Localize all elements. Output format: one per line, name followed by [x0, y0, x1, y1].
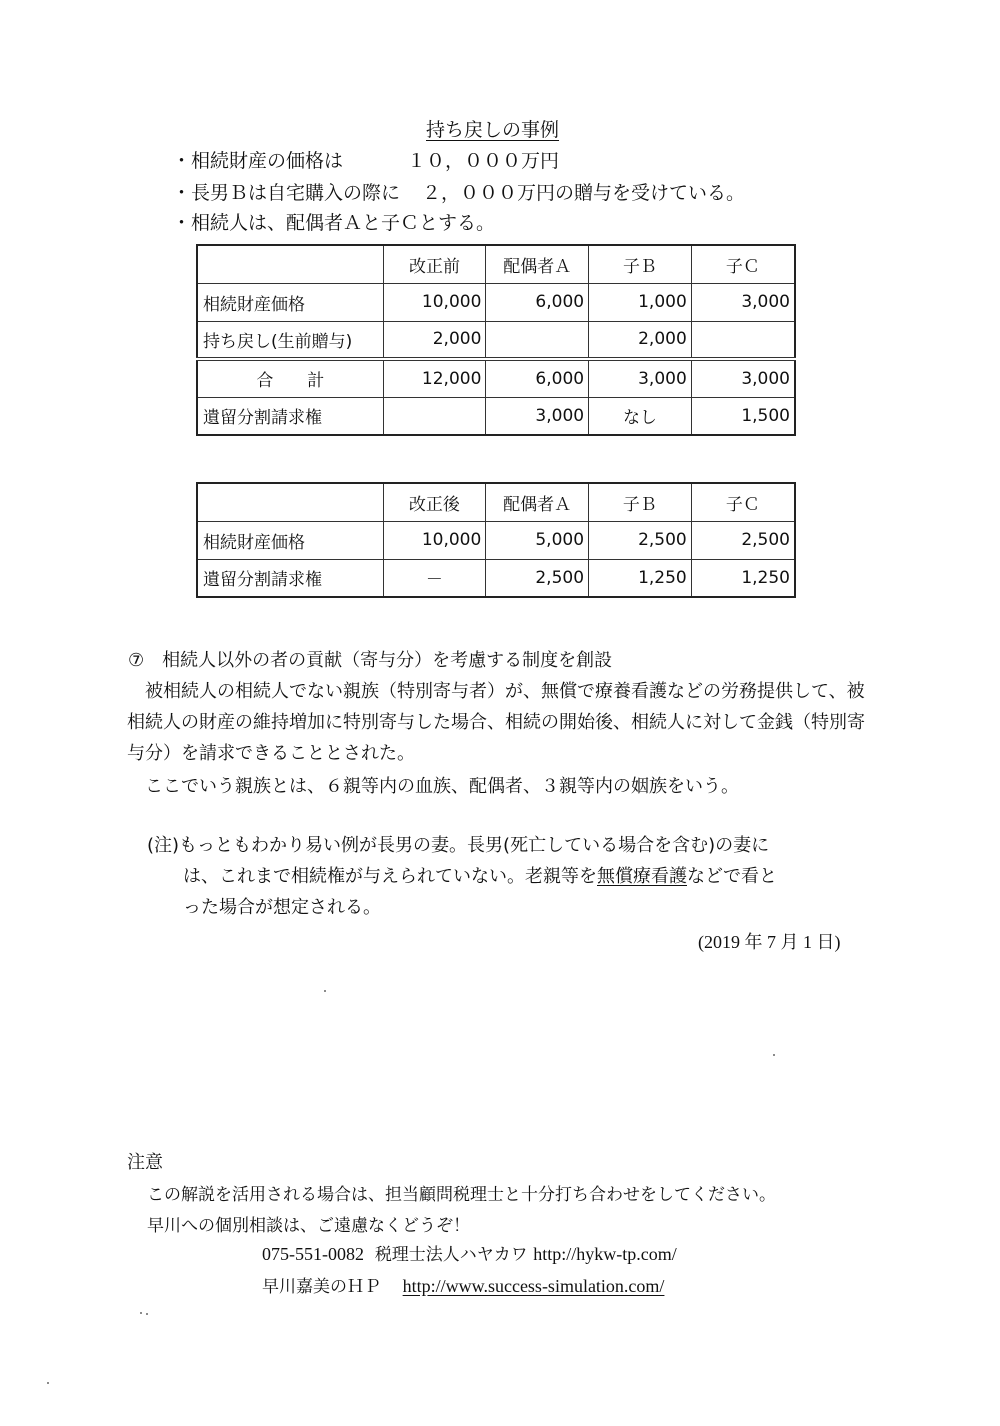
- table-cell: 1,500: [691, 397, 795, 435]
- section-body-2: [127, 771, 872, 802]
- header-cell: 子Ｂ: [589, 245, 692, 283]
- bullet-gift: [172, 178, 745, 205]
- table-cell: －: [383, 559, 486, 597]
- table-cell: 10,000: [383, 521, 486, 559]
- header-cell: 子Ｃ: [691, 483, 795, 521]
- row-label: 持ち戻し(生前贈与): [197, 321, 383, 359]
- header-cell: 配偶者Ａ: [486, 483, 589, 521]
- bullet-gift-label: ・長男Ｂは自宅購入の際に: [172, 182, 401, 204]
- note-text: などで看と: [687, 866, 777, 887]
- table-cell: 3,000: [486, 397, 589, 435]
- note-underlined-text: 無償療看護: [597, 866, 687, 887]
- note-text: は、これまで相続権が与えられていない。老親等を: [183, 866, 597, 887]
- section-paragraph: ここでいう親族とは、６親等内の血族、配偶者、３親等内の姻族をいう。: [145, 776, 739, 797]
- section-body: [127, 676, 872, 769]
- table-header-row: [197, 483, 795, 521]
- table-cell: [486, 321, 589, 359]
- table-cell: 2,500: [486, 559, 589, 597]
- row-label: 合 計: [197, 359, 383, 397]
- row-label: 遺留分割請求権: [197, 397, 383, 435]
- table-cell: 2,000: [383, 321, 486, 359]
- table-row: [197, 397, 795, 435]
- caution-heading: 注意: [127, 1152, 163, 1173]
- table-cell: 2,000: [589, 321, 692, 359]
- table-row: [197, 321, 795, 359]
- scan-speck: [47, 1382, 49, 1384]
- document-date: (2019 年 7 月 1 日): [698, 932, 841, 952]
- row-label: 遺留分割請求権: [197, 559, 383, 597]
- table-cell: 10,000: [383, 283, 486, 321]
- homepage-label: 早川嘉美のＨＰ: [262, 1277, 381, 1297]
- note-line: った場合が想定される。: [183, 897, 381, 918]
- header-cell: 改正前: [383, 245, 486, 283]
- table-row: [197, 283, 795, 321]
- scan-speck: [140, 1312, 142, 1314]
- note-block: [147, 830, 867, 923]
- table-cell: 3,000: [691, 359, 795, 397]
- row-label: 相続財産価格: [197, 521, 383, 559]
- table-cell: 3,000: [691, 283, 795, 321]
- caution-line: 早川への個別相談は、ご遠慮なくどうぞ！: [147, 1216, 470, 1236]
- header-cell: 子Ｂ: [589, 483, 692, 521]
- table-cell: 1,250: [691, 559, 795, 597]
- bullet-heirs: ・相続人は、配偶者Ａと子Ｃとする。: [172, 212, 496, 234]
- bullet-estate-value: [172, 146, 559, 173]
- table-cell: 5,000: [486, 521, 589, 559]
- bullet-gift-amount: ２，０００万円の贈与を受けている。: [422, 182, 746, 204]
- caution-line: この解説を活用される場合は、担当顧問税理士と十分打ち合わせをしてください。: [147, 1185, 776, 1205]
- homepage-url-link[interactable]: http://www.success-simulation.com/: [402, 1276, 665, 1296]
- scan-speck: [146, 1313, 148, 1315]
- office-name: 税理士法人ハヤカワ: [374, 1245, 528, 1265]
- office-url-link[interactable]: http://hykw-tp.com/: [533, 1244, 677, 1264]
- bullet-estate-label: ・相続財産の価格は: [172, 150, 344, 172]
- header-cell: 子Ｃ: [691, 245, 795, 283]
- table-cell: 1,250: [589, 559, 692, 597]
- bullet-estate-amount: １０，０００万円: [407, 150, 560, 172]
- table-row: [197, 521, 795, 559]
- scan-speck: [324, 990, 326, 992]
- table-after-revision: [196, 482, 796, 598]
- note-line: [147, 861, 867, 892]
- table-cell: なし: [589, 397, 692, 435]
- page-title: 持ち戻しの事例: [426, 119, 560, 141]
- table-row: [197, 559, 795, 597]
- table-cell: 2,500: [589, 521, 692, 559]
- homepage-line: [262, 1272, 664, 1297]
- section-heading: ⑦ 相続人以外の者の貢献（寄与分）を考慮する制度を創設: [128, 650, 613, 671]
- table-cell: [691, 321, 795, 359]
- table-header-row: [197, 245, 795, 283]
- note-line: (注)もっともわかり易い例が長男の妻。長男(死亡している場合を含む)の妻に: [147, 835, 770, 856]
- header-cell: 配偶者Ａ: [486, 245, 589, 283]
- header-cell: [197, 483, 383, 521]
- table-cell: 6,000: [486, 283, 589, 321]
- phone-number: 075-551-0082: [262, 1244, 364, 1264]
- contact-line: [262, 1240, 677, 1265]
- table-cell: [383, 397, 486, 435]
- table-cell: 1,000: [589, 283, 692, 321]
- table-cell: 6,000: [486, 359, 589, 397]
- scan-speck: [773, 1054, 775, 1056]
- table-cell: 2,500: [691, 521, 795, 559]
- table-before-revision: [196, 244, 796, 436]
- header-cell: 改正後: [383, 483, 486, 521]
- section-paragraph: 被相続人の相続人でない親族（特別寄与者）が、無償で療養看護などの労務提供して、被相続人の財産の維持増加に特別寄与した場合、相続の開始後、相続人に対して金銭（特別寄与分）を請求できることとされた。: [127, 681, 865, 764]
- row-label: 相続財産価格: [197, 283, 383, 321]
- table-cell: 12,000: [383, 359, 486, 397]
- header-cell: [197, 245, 383, 283]
- table-row-total: [197, 359, 795, 397]
- table-cell: 3,000: [589, 359, 692, 397]
